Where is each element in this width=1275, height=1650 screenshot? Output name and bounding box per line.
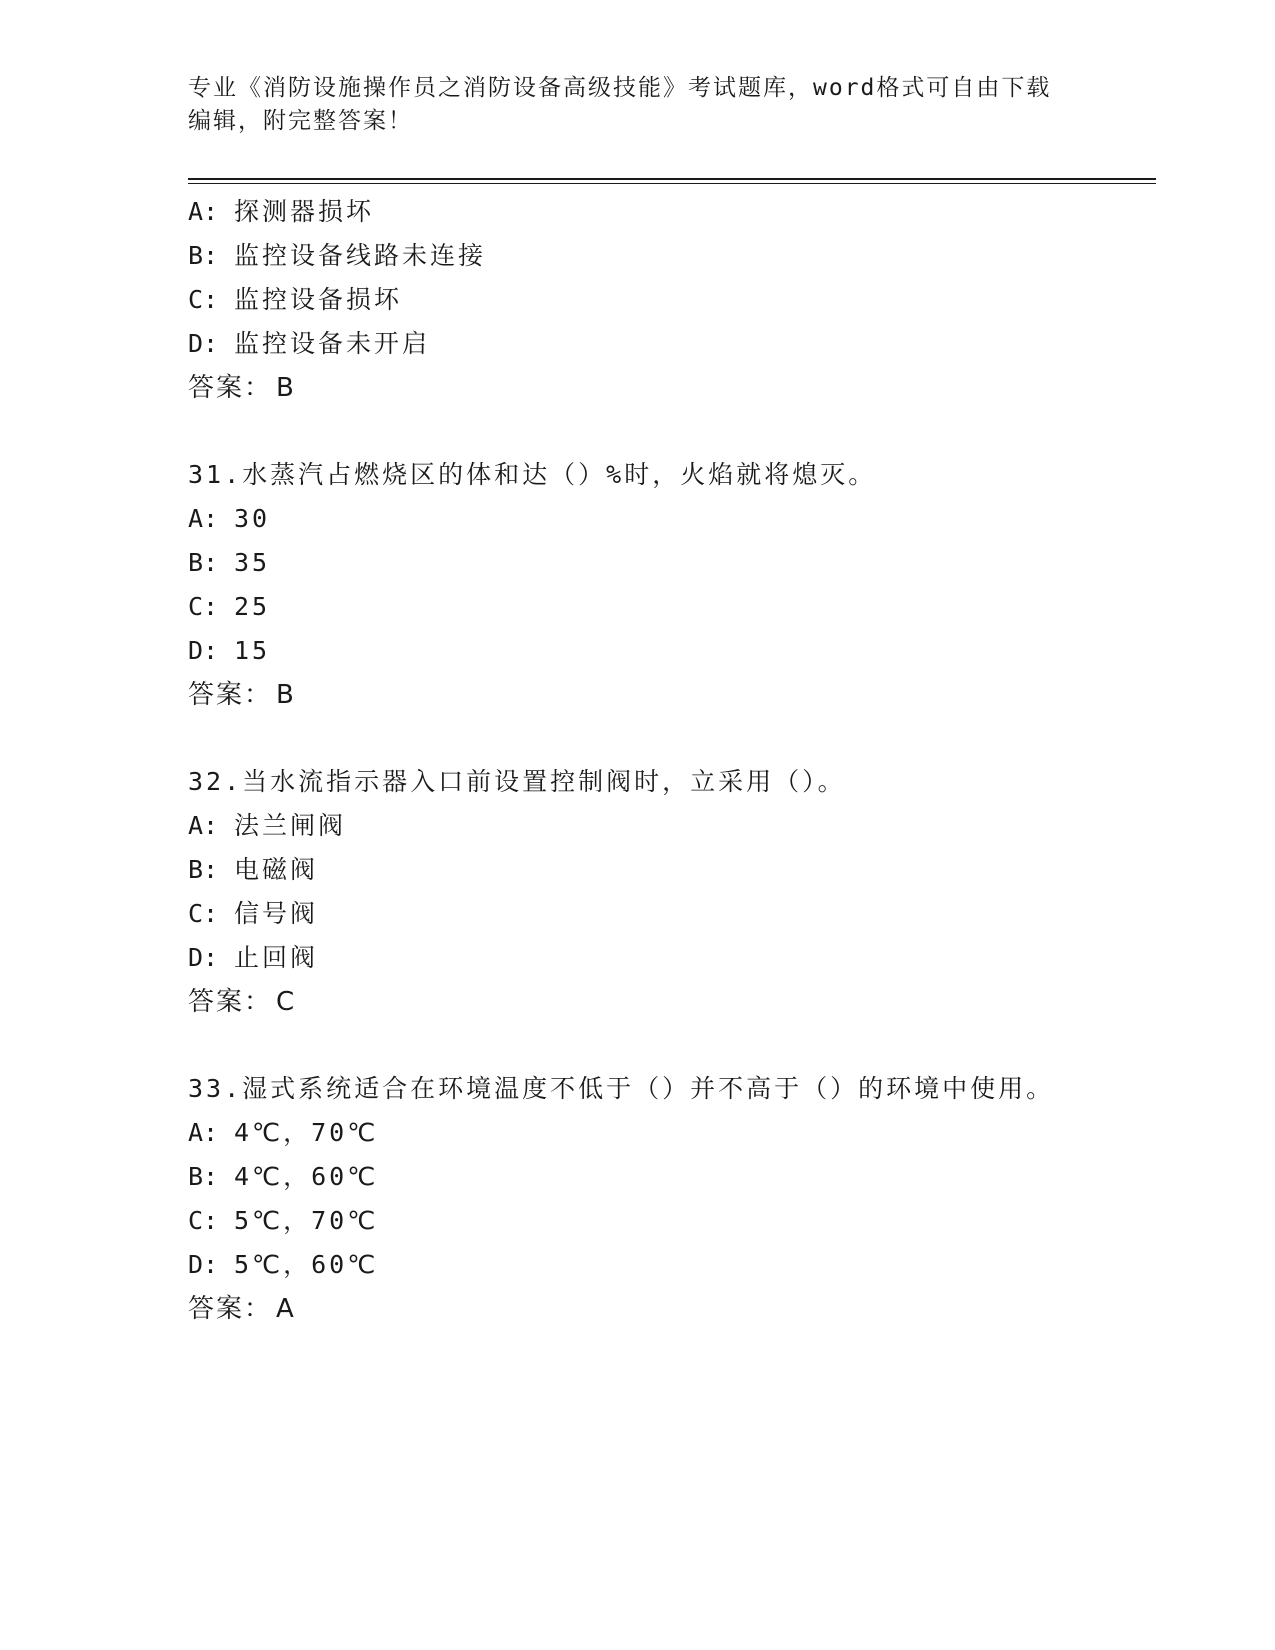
option-letter: D: (188, 329, 219, 358)
document-intro: 专业《消防设施操作员之消防设备高级技能》考试题库，word格式可自由下载编辑，附完整答案！ (188, 75, 1052, 134)
option-text: 5℃，70℃ (234, 1206, 379, 1235)
option-text: 4℃，60℃ (234, 1162, 379, 1191)
option-b (188, 240, 486, 272)
option-d (188, 942, 318, 974)
option-letter: D: (188, 1250, 219, 1279)
option-text: 探测器损坏 (234, 197, 375, 226)
option-text: 电磁阀 (234, 855, 319, 884)
option-b (188, 854, 318, 886)
option-c (188, 898, 318, 930)
option-letter: C: (188, 899, 219, 928)
option-d (188, 328, 430, 360)
answer-value: C (276, 987, 295, 1017)
option-a (188, 810, 346, 842)
option-text: 35 (234, 548, 271, 577)
option-a (188, 503, 270, 535)
option-letter: C: (188, 592, 219, 621)
answer-label: 答案： (188, 1294, 273, 1324)
option-letter: A: (188, 1118, 219, 1147)
option-text: 信号阀 (234, 899, 319, 928)
option-letter: B: (188, 548, 219, 577)
answer-value: A (276, 1294, 294, 1324)
option-a (188, 1117, 378, 1149)
option-text: 监控设备线路未连接 (234, 241, 487, 270)
question-33-text: 33.湿式系统适合在环境温度不低于（）并不高于（）的环境中使用。 (188, 1074, 1055, 1103)
question-31-text: 31.水蒸汽占燃烧区的体和达（）%时，火焰就将熄灭。 (188, 460, 877, 489)
answer-value: B (276, 373, 294, 403)
option-a (188, 196, 374, 228)
answer-label: 答案： (188, 373, 273, 403)
option-letter: B: (188, 855, 219, 884)
answer-line (188, 1293, 294, 1325)
answer-line (188, 372, 294, 404)
header-divider-thin (188, 183, 1156, 184)
option-c (188, 591, 270, 623)
answer-value: B (276, 680, 294, 710)
option-b (188, 547, 270, 579)
option-letter: B: (188, 1162, 219, 1191)
option-text: 法兰闸阀 (234, 811, 347, 840)
answer-line (188, 986, 294, 1018)
option-letter: A: (188, 504, 219, 533)
header-divider-thick (188, 178, 1156, 180)
option-letter: A: (188, 811, 219, 840)
option-text: 30 (234, 504, 271, 533)
option-letter: D: (188, 943, 219, 972)
option-c (188, 284, 402, 316)
option-b (188, 1161, 378, 1193)
option-text: 止回阀 (234, 943, 319, 972)
option-letter: A: (188, 197, 219, 226)
option-text: 4℃，70℃ (234, 1118, 379, 1147)
option-d (188, 1249, 378, 1281)
option-d (188, 635, 270, 667)
option-text: 监控设备损坏 (234, 285, 403, 314)
option-letter: C: (188, 1206, 219, 1235)
option-text: 25 (234, 592, 271, 621)
answer-line (188, 679, 294, 711)
option-text: 监控设备未开启 (234, 329, 431, 358)
option-c (188, 1205, 378, 1237)
option-text: 15 (234, 636, 271, 665)
option-letter: D: (188, 636, 219, 665)
option-letter: C: (188, 285, 219, 314)
question-32-text: 32.当水流指示器入口前设置控制阀时，立采用（）。 (188, 767, 846, 796)
option-letter: B: (188, 241, 219, 270)
option-text: 5℃，60℃ (234, 1250, 379, 1279)
answer-label: 答案： (188, 987, 273, 1017)
answer-label: 答案： (188, 680, 273, 710)
